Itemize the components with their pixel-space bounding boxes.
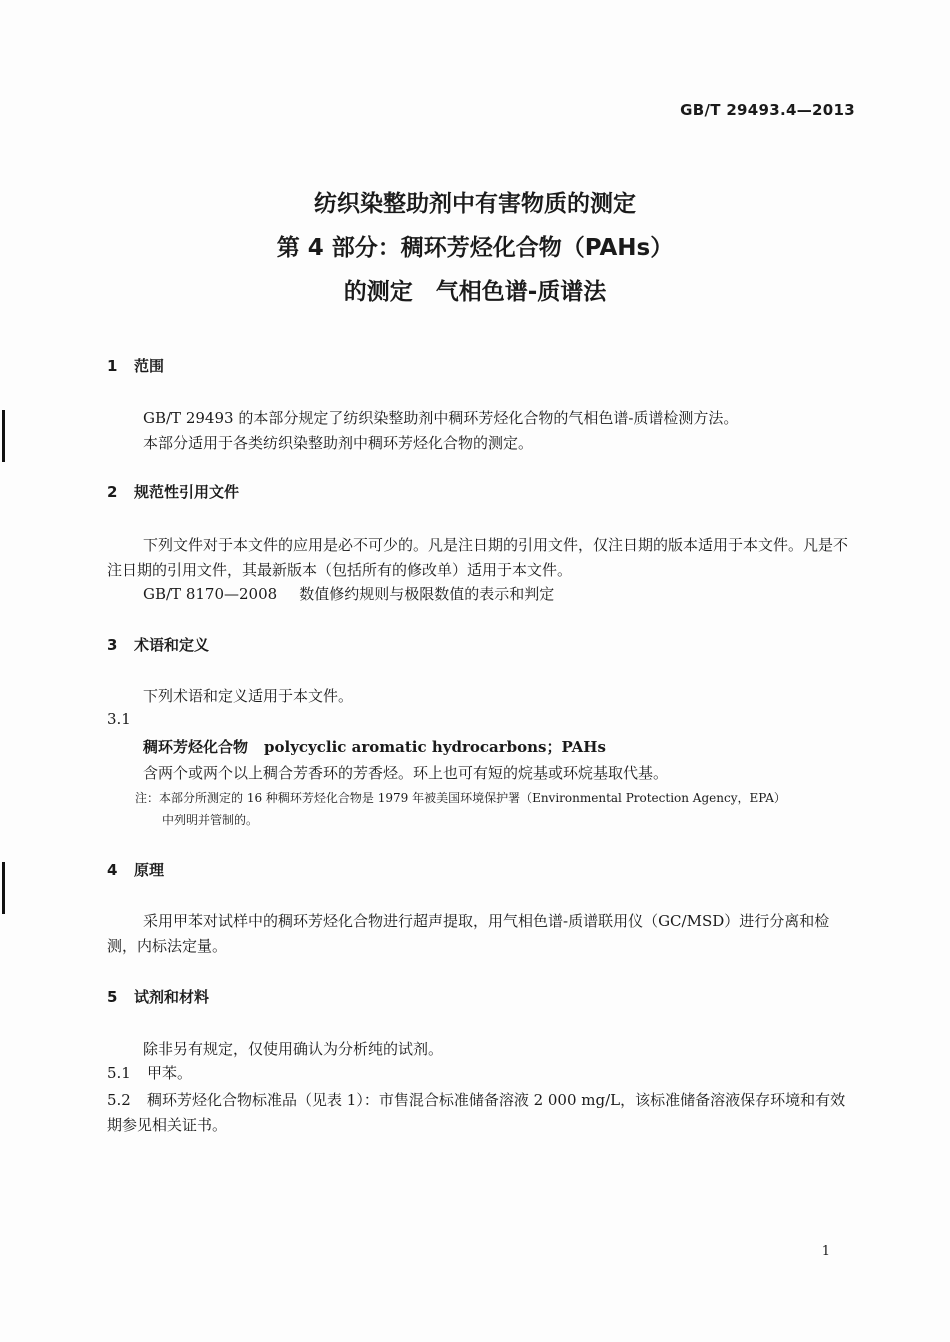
section-number: 1 bbox=[107, 357, 118, 375]
section-number: 4 bbox=[107, 861, 118, 879]
section-number: 3 bbox=[107, 636, 118, 654]
term-entry bbox=[143, 736, 606, 757]
section-1-paragraph-1: GB/T 29493 的本部分规定了纺织染整助剂中稠环芳烃化合物的气相色谱-质谱检测方法。 bbox=[143, 409, 739, 427]
document-title bbox=[0, 182, 950, 314]
title-line-1: 纺织染整助剂中有害物质的测定 bbox=[314, 191, 636, 217]
item-text: 甲苯。 bbox=[147, 1064, 193, 1082]
normative-reference bbox=[143, 583, 554, 604]
section-1-paragraph-2: 本部分适用于各类纺织染整助剂中稠环芳烃化合物的测定。 bbox=[143, 434, 534, 452]
item-number: 5.1 bbox=[107, 1064, 131, 1082]
section-4-heading bbox=[107, 859, 164, 880]
item-5-1 bbox=[107, 1062, 192, 1083]
note-line-2: 中列明并管制的。 bbox=[162, 813, 259, 827]
section-title: 试剂和材料 bbox=[134, 988, 210, 1006]
subclause-number: 3.1 bbox=[107, 710, 131, 728]
section-number: 5 bbox=[107, 988, 118, 1006]
scan-margin-mark bbox=[2, 410, 5, 462]
term-definition: 含两个或两个以上稠合芳香环的芳香烃。环上也可有短的烷基或环烷基取代基。 bbox=[143, 764, 669, 782]
section-4-paragraph-1: 采用甲苯对试样中的稠环芳烃化合物进行超声提取，用气相色谱-质谱联用仪（GC/MSD）进行分离和检测，内标法定量。 bbox=[107, 912, 830, 955]
section-title: 术语和定义 bbox=[134, 636, 210, 654]
section-5-heading bbox=[107, 986, 209, 1007]
item-5-2 bbox=[107, 1088, 855, 1138]
title-line-3: 的测定 气相色谱-质谱法 bbox=[343, 279, 607, 305]
section-1-heading bbox=[107, 355, 164, 376]
section-2-heading bbox=[107, 481, 239, 502]
section-title: 规范性引用文件 bbox=[134, 483, 240, 501]
section-title: 原理 bbox=[134, 861, 165, 879]
section-2-paragraph-1: 下列文件对于本文件的应用是必不可少的。凡是注日期的引用文件，仅注日期的版本适用于本文件。凡是不注日期的引用文件，其最新版本（包括所有的修改单）适用于本文件。 bbox=[107, 536, 849, 579]
term-chinese: 稠环芳烃化合物 bbox=[143, 738, 249, 756]
section-5-paragraph-1: 除非另有规定，仅使用确认为分析纯的试剂。 bbox=[143, 1040, 444, 1058]
term-note bbox=[135, 787, 855, 831]
reference-title: 数值修约规则与极限数值的表示和判定 bbox=[299, 585, 555, 603]
note-line-1: 注：本部分所测定的 16 种稠环芳烃化合物是 1979 年被美国环境保护署（Environmental Protection Agency，EPA） bbox=[135, 791, 786, 805]
item-number: 5.2 bbox=[107, 1091, 131, 1109]
term-english: polycyclic aromatic hydrocarbons；PAHs bbox=[264, 738, 606, 756]
standard-number: GB/T 29493.4—2013 bbox=[680, 101, 855, 119]
reference-code: GB/T 8170—2008 bbox=[143, 585, 278, 603]
section-3-heading bbox=[107, 634, 209, 655]
scan-margin-mark bbox=[2, 862, 5, 914]
section-number: 2 bbox=[107, 483, 118, 501]
section-title: 范围 bbox=[134, 357, 165, 375]
section-3-paragraph-1: 下列术语和定义适用于本文件。 bbox=[143, 687, 354, 705]
item-text: 稠环芳烃化合物标准品（见表 1）：市售混合标准储备溶液 2 000 mg/L，该标准储备溶液保存环境和有效期参见相关证书。 bbox=[107, 1091, 846, 1134]
title-line-2: 第 4 部分：稠环芳烃化合物（PAHs） bbox=[276, 235, 674, 261]
page-number: 1 bbox=[821, 1244, 830, 1259]
